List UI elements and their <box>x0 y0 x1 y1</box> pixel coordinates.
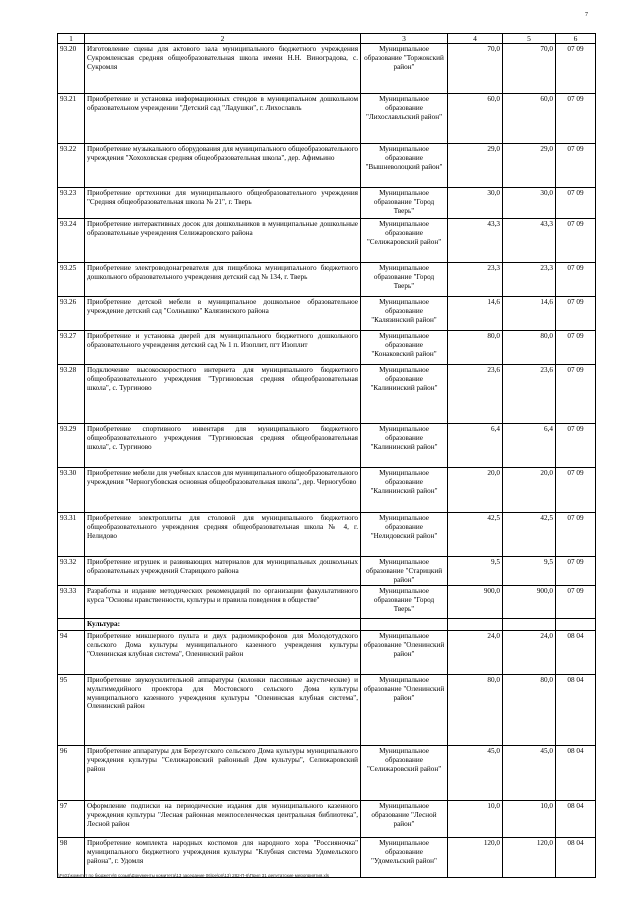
amount-cell: 45,0 <box>448 746 503 801</box>
amount-cell: 23,6 <box>448 365 503 424</box>
table-row <box>58 631 596 675</box>
amount-cell: 23,3 <box>448 263 503 297</box>
amount-cell: 30,0 <box>503 188 556 219</box>
municipality-cell: Муниципальное образование "Город Тверь" <box>361 188 448 219</box>
amount-cell: 80,0 <box>448 675 503 746</box>
table-row <box>58 513 596 557</box>
municipality-cell: Муниципальное образование "Калининский район" <box>361 365 448 424</box>
row-number-cell: 93.31 <box>58 513 85 557</box>
municipality-cell: Муниципальное образование "Селижаровский район" <box>361 746 448 801</box>
amount-cell: 29,0 <box>503 144 556 188</box>
budget-code-cell: 08 04 <box>556 631 596 675</box>
amount-cell: 6,4 <box>503 424 556 468</box>
description-cell: Приобретение звукоусилительной аппаратуры (колонки пассивные акустические) и мультимедийного проектора для Мостовского сельского Дома культуры муниципального казенного учреждения культуры "Оленинская клубная система", Оленинский район <box>85 675 361 746</box>
budget-code-cell: 07 09 <box>556 331 596 365</box>
municipality-cell: Муниципальное образование "Оленинский район" <box>361 631 448 675</box>
row-number-cell: 93.24 <box>58 219 85 263</box>
description-cell: Приобретение оргтехники для муниципального общеобразовательного учреждения "Средняя общеобразовательная школа № 21", г. Тверь <box>85 188 361 219</box>
municipality-cell <box>361 619 448 631</box>
municipality-cell: Муниципальное образование "Калязинский район" <box>361 297 448 331</box>
amount-cell: 80,0 <box>503 331 556 365</box>
table-row <box>58 297 596 331</box>
budget-code-cell: 07 09 <box>556 365 596 424</box>
amount-cell: 70,0 <box>503 44 556 94</box>
amount-cell: 24,0 <box>448 631 503 675</box>
amount-cell <box>503 619 556 631</box>
table-row <box>58 746 596 801</box>
municipality-cell: Муниципальное образование "Калининский район" <box>361 424 448 468</box>
budget-code-cell: 07 09 <box>556 144 596 188</box>
amount-cell: 20,0 <box>503 468 556 513</box>
header-cell: 2 <box>85 34 361 44</box>
amount-cell: 9,5 <box>503 557 556 586</box>
budget-code-cell: 07 09 <box>556 557 596 586</box>
budget-code-cell: 07 09 <box>556 44 596 94</box>
description-cell: Оформление подписки на периодические издания для муниципального казенного учреждения культуры "Лесная районная межпоселенческая центральная библиотека", Лесной район <box>85 801 361 838</box>
row-number-cell: 96 <box>58 746 85 801</box>
row-number-cell: 93.25 <box>58 263 85 297</box>
description-cell: Разработка и издание методических рекомендаций по организации факультативного курса "Основы нравственности, культуры и правила поведения в обществе" <box>85 586 361 619</box>
header-cell: 3 <box>361 34 448 44</box>
row-number-cell: 95 <box>58 675 85 746</box>
amount-cell: 23,3 <box>503 263 556 297</box>
row-number-cell: 94 <box>58 631 85 675</box>
table-row <box>58 424 596 468</box>
amount-cell: 43,3 <box>448 219 503 263</box>
municipality-cell: Муниципальное образование "Нелидовский район" <box>361 513 448 557</box>
row-number-cell: 93.26 <box>58 297 85 331</box>
amount-cell: 30,0 <box>448 188 503 219</box>
description-cell: Приобретение электроплиты для столовой для муниципального бюджетного общеобразовательного учреждения средняя общеобразовательная школа № 4, г. Нелидово <box>85 513 361 557</box>
municipality-cell: Муниципальное образование "Город Тверь" <box>361 263 448 297</box>
description-cell: Культура: <box>85 619 361 631</box>
amount-cell: 900,0 <box>503 586 556 619</box>
row-number-cell: 93.27 <box>58 331 85 365</box>
amount-cell: 24,0 <box>503 631 556 675</box>
budget-code-cell: 07 09 <box>556 263 596 297</box>
budget-code-cell: 08 04 <box>556 675 596 746</box>
budget-code-cell: 07 09 <box>556 424 596 468</box>
amount-cell: 42,5 <box>448 513 503 557</box>
row-number-cell: 93.32 <box>58 557 85 586</box>
amount-cell: 29,0 <box>448 144 503 188</box>
municipality-cell: Муниципальное образование "Селижаровский район" <box>361 219 448 263</box>
table-row <box>58 331 596 365</box>
amount-cell: 20,0 <box>448 468 503 513</box>
table-row <box>58 144 596 188</box>
row-number-cell: 98 <box>58 838 85 878</box>
budget-code-cell: 07 09 <box>556 468 596 513</box>
amount-cell: 120,0 <box>503 838 556 878</box>
budget-code-cell <box>556 619 596 631</box>
municipality-cell: Муниципальное образование "Вышневолоцкий район" <box>361 144 448 188</box>
header-cell: 4 <box>448 34 503 44</box>
header-cell: 1 <box>58 34 85 44</box>
description-cell: Приобретение и установка информационных стендов в муниципальном дошкольном образовательном учреждении "Детский сад "Ладушки", г. Лихославль <box>85 94 361 144</box>
header-cell: 5 <box>503 34 556 44</box>
table-row <box>58 219 596 263</box>
municipality-cell: Муниципальное образование "Старицкий район" <box>361 557 448 586</box>
row-number-cell: 93.21 <box>58 94 85 144</box>
table-row <box>58 838 596 878</box>
amount-cell: 80,0 <box>503 675 556 746</box>
table-row <box>58 468 596 513</box>
description-cell: Приобретение интерактивных досок для дошкольников в муниципальные дошкольные образовательные учреждения Селижаровского района <box>85 219 361 263</box>
description-cell: Приобретение и установка дверей для муниципального бюджетного дошкольного образовательного учреждения детский сад № 1 п. Изоплит, пгт Изоплит <box>85 331 361 365</box>
table-row <box>58 44 596 94</box>
row-number-cell: 93.33 <box>58 586 85 619</box>
budget-code-cell: 07 09 <box>556 219 596 263</box>
budget-code-cell: 08 04 <box>556 801 596 838</box>
appendix-table <box>57 33 596 878</box>
municipality-cell: Муниципальное образование "Оленинский район" <box>361 675 448 746</box>
municipality-cell: Муниципальное образование "Конаковский район" <box>361 331 448 365</box>
row-number-cell: 93.28 <box>58 365 85 424</box>
page-number: 7 <box>585 12 588 18</box>
row-number-cell: 93.29 <box>58 424 85 468</box>
section-row <box>58 619 596 631</box>
row-number-cell: 93.22 <box>58 144 85 188</box>
amount-cell: 14,6 <box>503 297 556 331</box>
amount-cell: 120,0 <box>448 838 503 878</box>
municipality-cell: Муниципальное образование "Удомельский район" <box>361 838 448 878</box>
table-row <box>58 675 596 746</box>
row-number-cell <box>58 619 85 631</box>
file-path-footer: \\Fs01\комитет по бюджету\6 созыв\Документы комитета\13 заседание 06\ре\рп\13) 282-П-6\Прил 31 депутатские мероприятия.xls <box>57 873 330 878</box>
budget-code-cell: 07 09 <box>556 513 596 557</box>
description-cell: Приобретение музыкального оборудования для муниципального общеобразовательного учреждения "Хохоховская средняя общеобразовательная школа", дер. Афимьино <box>85 144 361 188</box>
description-cell: Приобретение спортивного инвентаря для муниципального бюджетного общеобразовательного учреждения "Тургиновская средняя общеобразовательная школа", с. Тургиново <box>85 424 361 468</box>
row-number-cell: 93.23 <box>58 188 85 219</box>
table-row <box>58 557 596 586</box>
municipality-cell: Муниципальное образование "Калининский район" <box>361 468 448 513</box>
table-row <box>58 188 596 219</box>
amount-cell: 14,6 <box>448 297 503 331</box>
amount-cell: 43,3 <box>503 219 556 263</box>
budget-code-cell: 07 09 <box>556 188 596 219</box>
amount-cell <box>448 619 503 631</box>
description-cell: Приобретение детской мебели в муниципальное дошкольное образовательное учреждение детский сад "Солнышко" Калязинского района <box>85 297 361 331</box>
amount-cell: 45,0 <box>503 746 556 801</box>
amount-cell: 60,0 <box>448 94 503 144</box>
amount-cell: 9,5 <box>448 557 503 586</box>
table-row <box>58 801 596 838</box>
budget-code-cell: 07 09 <box>556 94 596 144</box>
description-cell: Подключение высокоскоростного интернета для муниципального бюджетного общеобразовательного учреждения "Тургиновская средняя общеобразовательная школа", с. Тургиново <box>85 365 361 424</box>
table-row <box>58 263 596 297</box>
amount-cell: 60,0 <box>503 94 556 144</box>
row-number-cell: 97 <box>58 801 85 838</box>
row-number-cell: 93.30 <box>58 468 85 513</box>
description-cell: Приобретение электроводонагревателя для пищеблока муниципального бюджетного дошкольного образовательного учреждения детский сад № 134, г. Тверь <box>85 263 361 297</box>
amount-cell: 80,0 <box>448 331 503 365</box>
amount-cell: 10,0 <box>503 801 556 838</box>
amount-cell: 42,5 <box>503 513 556 557</box>
header-cell: 6 <box>556 34 596 44</box>
header-row <box>58 34 596 44</box>
municipality-cell: Муниципальное образование "Город Тверь" <box>361 586 448 619</box>
budget-code-cell: 07 09 <box>556 297 596 331</box>
amount-cell: 10,0 <box>448 801 503 838</box>
description-cell: Приобретение комплекта народных костюмов для народного хора "Россияночка" муниципального бюджетного учреждения культуры "Клубная система Удомельского района", г. Удомля <box>85 838 361 878</box>
budget-code-cell: 08 04 <box>556 838 596 878</box>
description-cell: Приобретение мебели для учебных классов для муниципального общеобразовательного учреждения "Черногубовская основная общеобразовательная школа", дер. Черногубово <box>85 468 361 513</box>
amount-cell: 23,6 <box>503 365 556 424</box>
amount-cell: 900,0 <box>448 586 503 619</box>
municipality-cell: Муниципальное образование "Торжокский район" <box>361 44 448 94</box>
budget-code-cell: 08 04 <box>556 746 596 801</box>
table-row <box>58 586 596 619</box>
municipality-cell: Муниципальное образование "Лесной район" <box>361 801 448 838</box>
description-cell: Приобретение игрушек и развивающих материалов для муниципальных дошкольных образовательных учреждений Старицкого района <box>85 557 361 586</box>
municipality-cell: Муниципальное образование "Лихославльский район" <box>361 94 448 144</box>
description-cell: Изготовление сцены для актового зала муниципального бюджетного учреждения Сукромленская средняя общеобразовательная школа имени Н.Н. Виноградова, с. Сукромля <box>85 44 361 94</box>
amount-cell: 6,4 <box>448 424 503 468</box>
row-number-cell: 93.20 <box>58 44 85 94</box>
amount-cell: 70,0 <box>448 44 503 94</box>
budget-code-cell: 07 09 <box>556 586 596 619</box>
table-row <box>58 365 596 424</box>
table-row <box>58 94 596 144</box>
description-cell: Приобретение аппаратуры для Березугского сельского Дома культуры муниципального учреждения культуры "Селижаровский районный Дом культуры", Селижаровский район <box>85 746 361 801</box>
description-cell: Приобретение микшерного пульта и двух радиомикрофонов для Молодотудского сельского Дома культуры муниципального казенного учреждения культуры "Оленинская клубная система", Оленинский район <box>85 631 361 675</box>
